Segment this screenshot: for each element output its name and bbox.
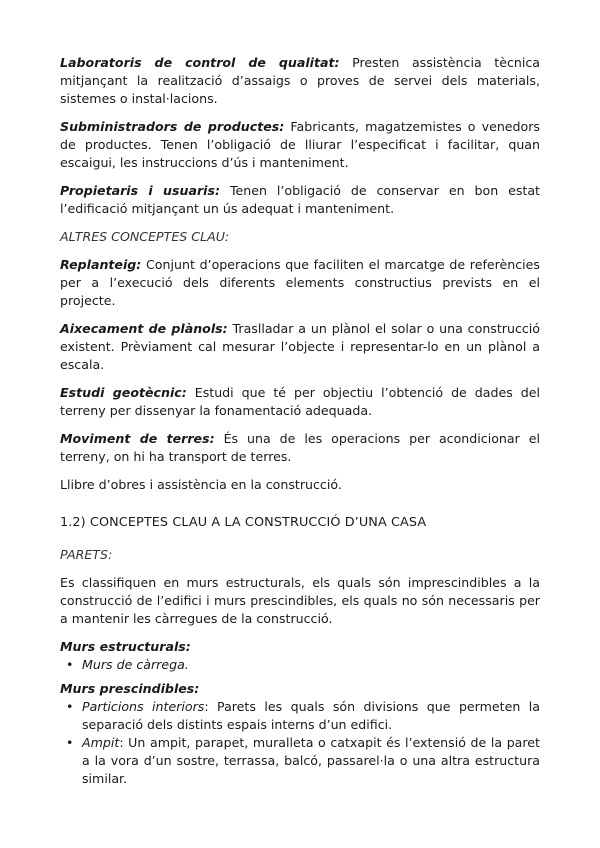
list-item-title: Particions interiors: [82, 699, 205, 714]
definition-subministradors: [60, 118, 540, 172]
definition-term: Laboratoris de control de qualitat:: [60, 55, 340, 70]
section-title: 1.2) CONCEPTES CLAU A LA CONSTRUCCIÓ D’UNA CASA: [60, 515, 427, 530]
list-item: [66, 656, 540, 674]
list-item: [66, 698, 540, 734]
definition-text: És una de les operacions per acondicionar el terreny, on hi ha transport de terres.: [60, 431, 540, 464]
definition-text: Conjunt d’operacions que faciliten el marcatge de referències per a l’execució dels diferents elements constructius prevists en el projecte.: [60, 257, 540, 308]
list-item: [66, 734, 540, 788]
bullet-icon: •: [66, 657, 74, 672]
murs-prescindibles-heading: Murs prescindibles:: [60, 681, 200, 696]
list-item-text: : Un ampit, parapet, muralleta o catxapit és l’extensió de la paret a la vora d’un sostre, terrassa, balcó, passarel·la o una altra estructura similar.: [82, 735, 540, 786]
definition-term: Propietaris i usuaris:: [60, 183, 221, 198]
definition-term: Subministradors de productes:: [60, 119, 285, 134]
definition-aixecament: [60, 320, 540, 374]
bullet-icon: •: [66, 735, 74, 750]
document-page: [60, 54, 540, 794]
list-item-title: Murs de càrrega.: [82, 657, 189, 672]
definition-replanteig: [60, 256, 540, 310]
definition-propietaris: [60, 182, 540, 218]
parets-paragraph: Es classifiquen en murs estructurals, els quals són imprescindibles a la construcció de l’edifici i murs prescindibles, els quals no són necessaris per a mantenir les càrregues de la construcció.: [60, 575, 540, 626]
parets-label: PARETS:: [60, 547, 113, 562]
definition-text: Traslladar a un plànol el solar o una construcció existent. Prèviament cal mesurar l’objecte i representar-lo en un plànol a escala.: [60, 321, 541, 372]
murs-estructurals-list: [60, 656, 540, 674]
bullet-icon: •: [66, 699, 74, 714]
definition-moviment-terres: [60, 430, 540, 466]
definition-text: Fabricants, magatzemistes o venedors de productes. Tenen l’obligació de lliurar l’especificat i facilitar, quan escaigui, les instruccions d’ús i manteniment.: [60, 119, 540, 170]
definition-laboratoris: [60, 54, 540, 108]
definition-term: Replanteig:: [60, 257, 142, 272]
definition-text: Tenen l’obligació de conservar en bon estat l’edificació mitjançant un ús adequat i manteniment.: [60, 183, 540, 216]
definition-term: Estudi geotècnic:: [60, 385, 187, 400]
definition-estudi-geotecnic: [60, 384, 540, 420]
definition-text: Estudi que té per objectiu l’obtenció de dades del terreny per dissenyar la fonamentació adequada.: [60, 385, 540, 418]
llibre-obres-line: Llibre d’obres i assistència en la construcció.: [60, 477, 342, 492]
altres-conceptes-label: ALTRES CONCEPTES CLAU:: [60, 229, 230, 244]
murs-estructurals-heading: Murs estructurals:: [60, 639, 191, 654]
definition-text: Presten assistència tècnica mitjançant la realització d’assaigs o proves de servei dels materials, sistemes o instal·lacions.: [60, 55, 540, 106]
murs-prescindibles-list: [60, 698, 540, 788]
list-item-text: : Parets les quals són divisions que permeten la separació dels distints espais interns d’un edifici.: [82, 699, 540, 732]
list-item-title: Ampit: [82, 735, 120, 750]
definition-term: Aixecament de plànols:: [60, 321, 228, 336]
definition-term: Moviment de terres:: [60, 431, 215, 446]
